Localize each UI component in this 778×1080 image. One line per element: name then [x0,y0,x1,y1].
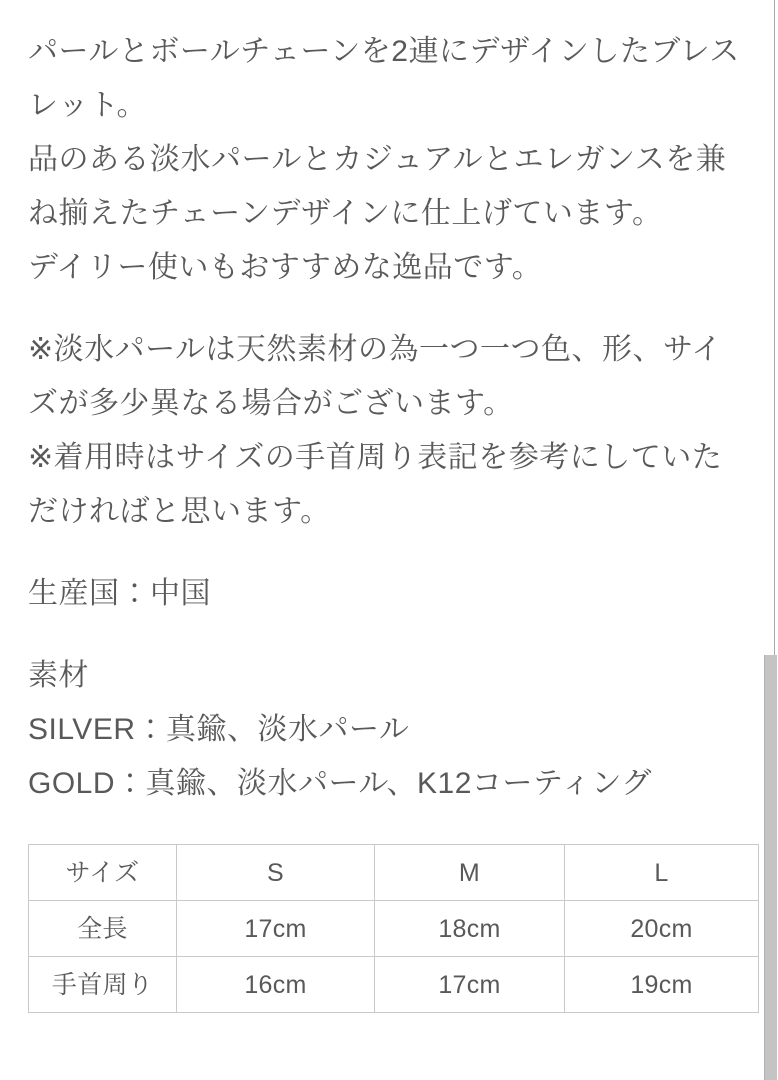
size-table-header-m: M [375,845,565,901]
intro-sentence-design: パールとボールチェーンを2連にデザインしたブレスレット。 [28,35,740,122]
wrist-m: 17cm [375,957,565,1013]
size-table-row-total-length [29,901,759,957]
materials-paragraph [28,649,750,811]
total-length-l: 20cm [565,901,759,957]
size-table-header-l: L [565,845,759,901]
materials-heading: 素材 [28,659,89,692]
intro-paragraph [28,25,750,295]
total-length-m: 18cm [375,901,565,957]
intro-sentence-pearl: 品のある淡水パールとカジュアルとエレガンスを兼ね揃えたチェーンデザインに仕上げています。 [28,143,727,230]
scrollbar-thumb[interactable] [764,655,777,1080]
row-label-total-length: 全長 [29,901,177,957]
size-table-header-label: サイズ [29,845,177,901]
row-label-wrist: 手首周り [29,957,177,1013]
country-of-origin: 生産国：中国 [28,577,211,610]
intro-sentence-daily: デイリー使いもおすすめな逸品です。 [28,251,543,284]
size-table-row-wrist [29,957,759,1013]
wrist-l: 19cm [565,957,759,1013]
size-table-header-s: S [177,845,375,901]
total-length-s: 17cm [177,901,375,957]
material-silver: SILVER：真鍮、淡水パール [28,713,410,746]
wrist-s: 16cm [177,957,375,1013]
note-wrist-size: ※着用時はサイズの手首周り表記を参考にしていただければと思います。 [28,441,723,528]
note-natural-material: ※淡水パールは天然素材の為一つ一つ色、形、サイズが多少異なる場合がございます。 [28,333,722,420]
material-gold: GOLD：真鍮、淡水パール、K12コーティング [28,767,652,800]
size-table [28,844,759,1013]
origin-paragraph [28,567,750,621]
size-table-header-row [29,845,759,901]
notes-paragraph [28,323,750,539]
